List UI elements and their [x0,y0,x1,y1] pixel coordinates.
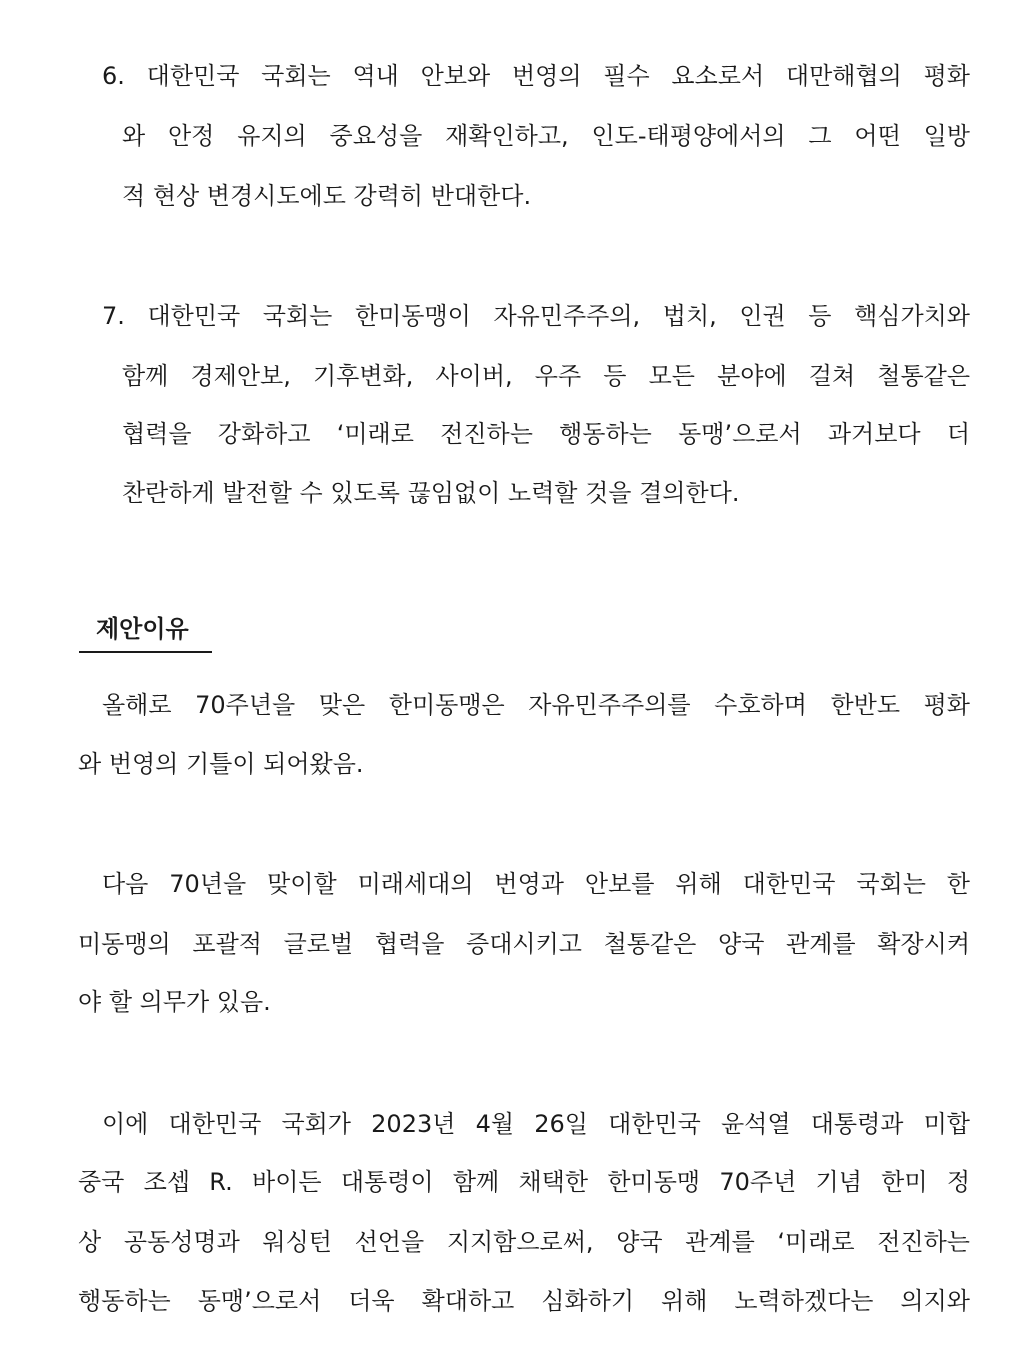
reason-paragraph-2-line-1: 다음 70년을 맞이할 미래세대의 번영과 안보를 위해 대한민국 국회는 한 [102,870,970,898]
resolution-item-6-line-3: 적 현상 변경시도에도 강력히 반대한다. [122,182,532,210]
resolution-item-6-line-2: 와 안정 유지의 중요성을 재확인하고, 인도-태평양에서의 그 어떤 일방 [122,122,970,150]
reason-paragraph-1-line-1: 올해로 70주년을 맞은 한미동맹은 자유민주주의를 수호하며 한반도 평화 [102,691,970,719]
reason-paragraph-3-line-4: 행동하는 동맹’으로서 더욱 확대하고 심화하기 위해 노력하겠다는 의지와 [78,1287,970,1315]
resolution-item-7-line-3: 협력을 강화하고 ‘미래로 전진하는 행동하는 동맹’으로서 과거보다 더 [122,420,970,448]
reason-paragraph-2-line-2: 미동맹의 포괄적 글로벌 협력을 증대시키고 철통같은 양국 관계를 확장시켜 [78,930,970,958]
reason-paragraph-1-line-2: 와 번영의 기틀이 되어왔음. [78,750,364,778]
reason-paragraph-2-line-3: 야 할 의무가 있음. [78,988,271,1016]
resolution-item-7-line-2: 함께 경제안보, 기후변화, 사이버, 우주 등 모든 분야에 걸쳐 철통같은 [122,362,970,390]
reason-paragraph-3-line-2: 중국 조셉 R. 바이든 대통령이 함께 채택한 한미동맹 70주년 기념 한미 정 [78,1168,970,1196]
heading-underline [79,651,212,653]
resolution-item-7-line-4: 찬란하게 발전할 수 있도록 끊임없이 노력할 것을 결의한다. [122,479,740,507]
reason-paragraph-3-line-1: 이에 대한민국 국회가 2023년 4월 26일 대한민국 윤석열 대통령과 미합 [102,1110,970,1138]
resolution-item-7-line-1: 7. 대한민국 국회는 한미동맹이 자유민주주의, 법치, 인권 등 핵심가치와 [102,302,970,330]
resolution-item-6-line-1: 6. 대한민국 국회는 역내 안보와 번영의 필수 요소로서 대만해협의 평화 [102,62,970,90]
reason-paragraph-3-line-3: 상 공동성명과 워싱턴 선언을 지지함으로써, 양국 관계를 ‘미래로 전진하는 [78,1228,970,1256]
section-heading-proposal-reason: 제안이유 [96,615,189,643]
